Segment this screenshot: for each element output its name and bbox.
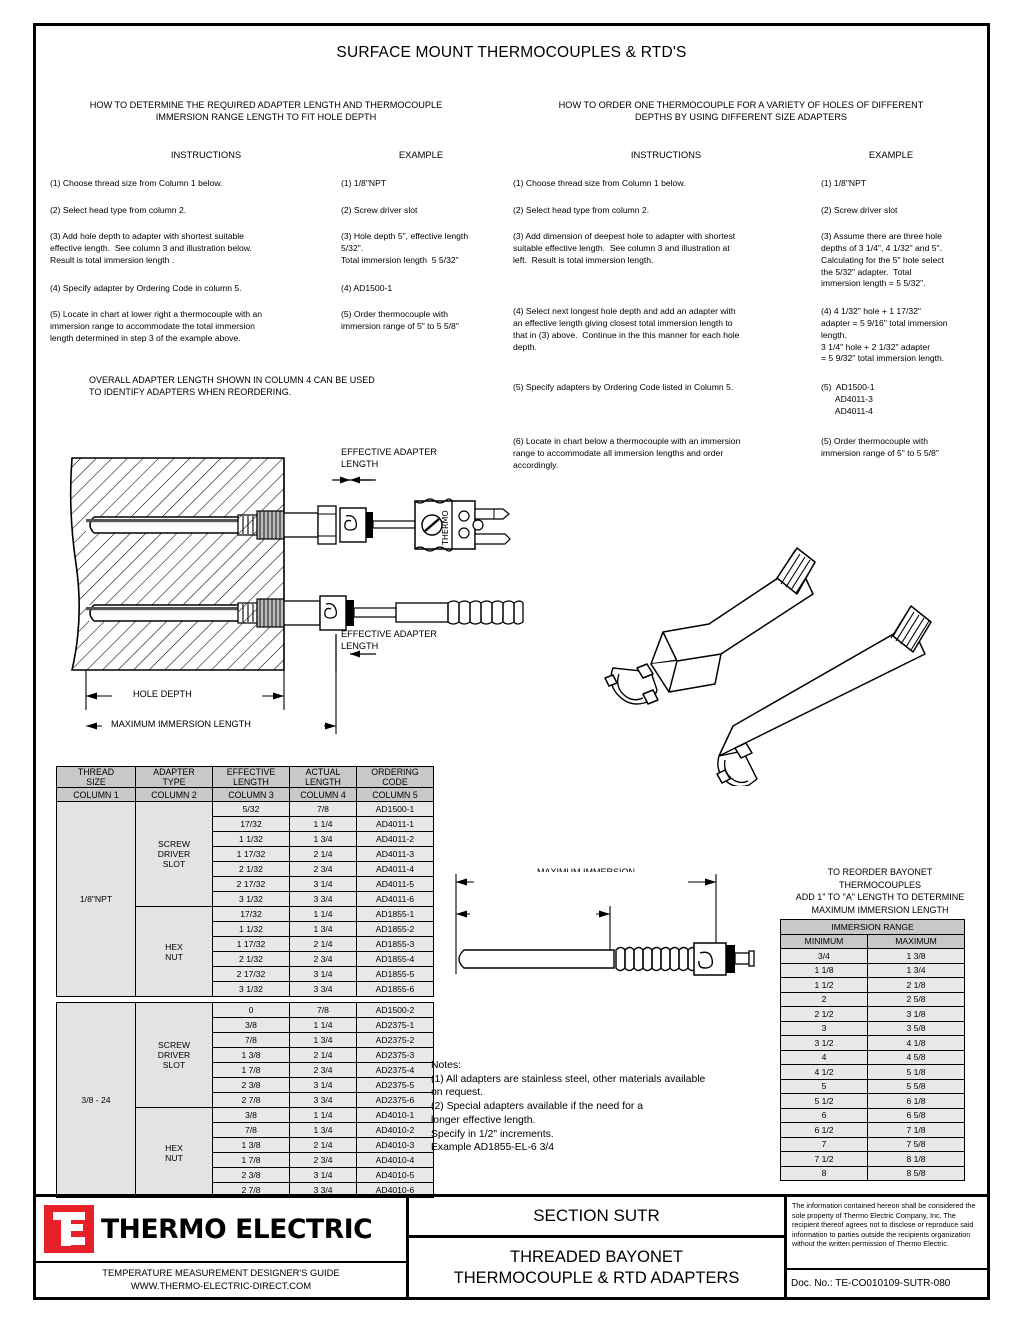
legal-notice: The information contained hereon shall be considered the sole property of Thermo Electric Company, Inc. The recipient thereof agrees not to disclose or reproduce said information to parties outside the recipients organization without the written permission of Thermo Electric.	[787, 1197, 987, 1270]
cell-ordering-code: AD4011-6	[357, 892, 434, 907]
cell-immersion-maximum: 4 5/8	[868, 1050, 965, 1065]
right-section-heading: HOW TO ORDER ONE THERMOCOUPLE FOR A VARIETY OF HOLES OF DIFFERENT DEPTHS BY USING DIFFERENT SIZE ADAPTERS	[558, 100, 924, 123]
cell-adapter-type: HEX NUT	[136, 1108, 213, 1198]
cell-adapter-type: HEX NUT	[136, 907, 213, 997]
cell-actual-length: 3 3/4	[290, 1093, 357, 1108]
thermo-electric-logo-icon	[44, 1205, 94, 1253]
cell-ordering-code: AD2375-2	[357, 1033, 434, 1048]
title-block-logo-cell	[36, 1197, 409, 1297]
left-example-2: (2) Screw driver slot	[341, 205, 418, 215]
cell-immersion-maximum: 6 5/8	[868, 1108, 965, 1123]
subject-line-2: THERMOCOUPLE & RTD ADAPTERS	[453, 1268, 740, 1287]
th-adapter-type: ADAPTER TYPE	[136, 767, 213, 788]
left-example-4: (4) AD1500-1	[341, 283, 393, 293]
cell-immersion-minimum: 6 1/2	[781, 1123, 868, 1138]
cell-ordering-code: AD4011-1	[357, 817, 434, 832]
left-example-1: (1) 1/8"NPT	[341, 178, 387, 188]
cell-effective-length: 2 3/8	[213, 1168, 290, 1183]
right-instructions-header: INSTRUCTIONS	[630, 149, 702, 160]
cell-immersion-minimum: 1 1/8	[781, 963, 868, 978]
cell-ordering-code: AD4011-2	[357, 832, 434, 847]
cell-effective-length: 2 1/32	[213, 862, 290, 877]
cell-immersion-maximum: 5 5/8	[868, 1079, 965, 1094]
cell-effective-length: 5/32	[213, 802, 290, 817]
note-line-5: Specify in 1/2" increments.	[431, 1128, 554, 1140]
cell-effective-length: 2 7/8	[213, 1093, 290, 1108]
immersion-header-row	[781, 934, 965, 949]
immersion-row	[781, 1036, 965, 1051]
cell-effective-length: 3/8	[213, 1108, 290, 1123]
immersion-row	[781, 1094, 965, 1109]
section-label: SECTION SUTR	[409, 1197, 784, 1238]
note-line-4: longer effective length.	[431, 1114, 536, 1126]
right-example-2: (2) Screw driver slot	[821, 205, 898, 215]
cell-actual-length: 2 1/4	[290, 1138, 357, 1153]
cell-immersion-minimum: 8	[781, 1166, 868, 1181]
cell-actual-length: 3 1/4	[290, 1078, 357, 1093]
right-instruction-6: (6) Locate in chart below a thermocouple with an immersion range to accommodate all immersion lengths and order accordingly.	[513, 436, 741, 470]
label-hole-depth: HOLE DEPTH	[133, 689, 192, 699]
cell-effective-length: 2 1/32	[213, 952, 290, 967]
cell-effective-length: 1 7/8	[213, 1153, 290, 1168]
cell-ordering-code: AD1855-3	[357, 937, 434, 952]
connector-label: THERMO	[441, 510, 450, 545]
cell-immersion-minimum: 1 1/2	[781, 978, 868, 993]
immersion-row	[781, 992, 965, 1007]
left-instruction-2: (2) Select head type from column 2.	[50, 205, 187, 215]
cell-effective-length: 17/32	[213, 817, 290, 832]
left-example-3: (3) Hole depth 5", effective length 5/32". Total immersion length 5 5/32"	[341, 231, 469, 265]
immersion-row	[781, 978, 965, 993]
cell-ordering-code: AD4011-3	[357, 847, 434, 862]
cell-actual-length: 2 3/4	[290, 862, 357, 877]
th-effective-length: EFFECTIVE LENGTH	[213, 767, 290, 788]
cell-ordering-code: AD2375-1	[357, 1018, 434, 1033]
immersion-table-body	[781, 949, 965, 1181]
right-example-header: EXAMPLE	[868, 149, 914, 160]
cell-ordering-code: AD4010-6	[357, 1183, 434, 1198]
subject-line-1: THREADED BAYONET	[510, 1247, 683, 1266]
cell-immersion-minimum: 6	[781, 1108, 868, 1123]
immersion-row	[781, 1065, 965, 1080]
cell-immersion-minimum: 2 1/2	[781, 1007, 868, 1022]
cell-immersion-minimum: 2	[781, 992, 868, 1007]
page-title: SURFACE MOUNT THERMOCOUPLES & RTD'S	[336, 44, 687, 61]
cell-effective-length: 17/32	[213, 907, 290, 922]
cell-immersion-maximum: 1 3/4	[868, 963, 965, 978]
cell-ordering-code: AD1855-6	[357, 982, 434, 997]
cell-effective-length: 7/8	[213, 1123, 290, 1138]
th-column-2: COLUMN 2	[136, 788, 213, 802]
cell-immersion-maximum: 1 3/8	[868, 949, 965, 964]
cell-actual-length: 2 1/4	[290, 847, 357, 862]
title-block	[36, 1194, 987, 1297]
immersion-title-row	[781, 920, 965, 935]
cell-immersion-minimum: 7	[781, 1137, 868, 1152]
title-block-subject-cell	[409, 1197, 787, 1297]
right-instruction-5: (5) Specify adapters by Ordering Code listed in Column 5.	[513, 382, 734, 392]
wall-cross-section-illustration	[54, 438, 524, 738]
cell-effective-length: 1 3/8	[213, 1138, 290, 1153]
immersion-table-title: IMMERSION RANGE	[781, 920, 965, 935]
cell-effective-length: 2 17/32	[213, 877, 290, 892]
cell-ordering-code: AD4010-5	[357, 1168, 434, 1183]
immersion-range-table	[780, 919, 965, 1181]
cell-ordering-code: AD2375-5	[357, 1078, 434, 1093]
left-instruction-4: (4) Specify adapter by Ordering Code in column 5.	[50, 283, 242, 293]
drawing-subject	[409, 1238, 784, 1297]
right-example-6: (5) Order thermocouple with immersion range of 5" to 5 5/8"	[821, 436, 939, 458]
cell-immersion-minimum: 3 1/2	[781, 1036, 868, 1051]
th-column-1: COLUMN 1	[57, 788, 136, 802]
cell-immersion-minimum: 5	[781, 1079, 868, 1094]
immersion-row	[781, 1050, 965, 1065]
cell-ordering-code: AD1855-5	[357, 967, 434, 982]
cell-effective-length: 2 7/8	[213, 1183, 290, 1198]
cell-ordering-code: AD4011-4	[357, 862, 434, 877]
immersion-row	[781, 963, 965, 978]
right-example-1: (1) 1/8"NPT	[821, 178, 867, 188]
cell-ordering-code: AD4010-1	[357, 1108, 434, 1123]
cell-immersion-minimum: 3	[781, 1021, 868, 1036]
cell-actual-length: 3 3/4	[290, 892, 357, 907]
cell-immersion-maximum: 2 1/8	[868, 978, 965, 993]
left-instructions-header: INSTRUCTIONS	[170, 149, 242, 160]
cell-ordering-code: AD4011-5	[357, 877, 434, 892]
immersion-row	[781, 1152, 965, 1167]
left-example-header: EXAMPLE	[398, 149, 444, 160]
cell-ordering-code: AD1855-2	[357, 922, 434, 937]
cell-ordering-code: AD2375-3	[357, 1048, 434, 1063]
cell-actual-length: 3 1/4	[290, 967, 357, 982]
company-tagline	[36, 1263, 406, 1297]
illustration-note: OVERALL ADAPTER LENGTH SHOWN IN COLUMN 4 CAN BE USED TO IDENTIFY ADAPTERS WHEN REORDERING.	[89, 375, 375, 398]
immersion-row	[781, 1137, 965, 1152]
company-name: THERMO ELECTRIC	[101, 1213, 373, 1245]
left-section-heading: HOW TO DETERMINE THE REQUIRED ADAPTER LENGTH AND THERMOCOUPLE IMMERSION RANGE LENGTH TO FIT HOLE DEPTH	[89, 100, 443, 123]
cell-actual-length: 2 3/4	[290, 952, 357, 967]
cell-thread-size: 1/8"NPT	[57, 802, 136, 997]
cell-immersion-maximum: 8 5/8	[868, 1166, 965, 1181]
cell-immersion-maximum: 7 5/8	[868, 1137, 965, 1152]
right-example-4: (4) 4 1/32" hole + 1 17/32" adapter = 5 9/16" total immersion length. 3 1/4" hole + 2 1/32" adapter = 5 9/32" total immersion length.	[821, 306, 948, 364]
cell-thread-size: 3/8 - 24	[57, 1003, 136, 1198]
table-header-row-2	[57, 788, 434, 802]
drawing-sheet	[33, 23, 990, 1300]
th-minimum: MINIMUM	[781, 934, 868, 949]
cell-immersion-maximum: 8 1/8	[868, 1152, 965, 1167]
note-line-1: (1) All adapters are stainless steel, other materials available	[431, 1073, 706, 1085]
th-thread-size: THREAD SIZE	[57, 767, 136, 788]
cell-actual-length: 1 1/4	[290, 907, 357, 922]
cell-actual-length: 3 1/4	[290, 1168, 357, 1183]
right-instruction-3: (3) Add dimension of deepest hole to adapter with shortest suitable effective length. See column 3 and illustration at left. Result is total immersion length.	[513, 231, 736, 265]
cell-immersion-maximum: 3 5/8	[868, 1021, 965, 1036]
th-ordering-code: ORDERING CODE	[357, 767, 434, 788]
cell-immersion-maximum: 6 1/8	[868, 1094, 965, 1109]
cell-actual-length: 7/8	[290, 802, 357, 817]
immersion-row	[781, 1166, 965, 1181]
table-header-row-1	[57, 767, 434, 788]
company-logo	[36, 1197, 406, 1263]
cell-actual-length: 1 1/4	[290, 817, 357, 832]
notes-title: Notes:	[431, 1060, 462, 1071]
right-instruction-2: (2) Select head type from column 2.	[513, 205, 650, 215]
reorder-bayonet-note: TO REORDER BAYONET THERMOCOUPLES ADD 1" TO "A" LENGTH TO DETERMINE MAXIMUM IMMERSION LENGTH	[795, 867, 965, 915]
cell-immersion-maximum: 2 5/8	[868, 992, 965, 1007]
bayonet-probe-illustration	[426, 866, 756, 986]
cell-immersion-minimum: 4	[781, 1050, 868, 1065]
th-column-3: COLUMN 3	[213, 788, 290, 802]
cell-actual-length: 3 1/4	[290, 877, 357, 892]
cell-immersion-minimum: 3/4	[781, 949, 868, 964]
table-row	[57, 802, 434, 817]
notes-block	[431, 1059, 705, 1155]
cell-effective-length: 0	[213, 1003, 290, 1018]
cell-actual-length: 2 3/4	[290, 1063, 357, 1078]
immersion-row	[781, 1007, 965, 1022]
cell-ordering-code: AD4010-4	[357, 1153, 434, 1168]
cell-actual-length: 1 3/4	[290, 832, 357, 847]
cell-actual-length: 2 1/4	[290, 937, 357, 952]
cell-effective-length: 1 17/32	[213, 937, 290, 952]
cell-immersion-minimum: 7 1/2	[781, 1152, 868, 1167]
cell-immersion-minimum: 4 1/2	[781, 1065, 868, 1080]
right-example-5: (5) AD1500-1 AD4011-3 AD4011-4	[821, 382, 875, 416]
left-instruction-5: (5) Locate in chart at lower right a thermocouple with an immersion range to accommodate the total immersion length determined in step 3 of the example above.	[50, 309, 263, 343]
cell-ordering-code: AD4010-2	[357, 1123, 434, 1138]
cell-effective-length: 1 17/32	[213, 847, 290, 862]
cell-actual-length: 2 1/4	[290, 1048, 357, 1063]
immersion-row	[781, 949, 965, 964]
label-effective-adapter-length-lower: EFFECTIVE ADAPTER LENGTH	[341, 629, 437, 652]
immersion-table-head	[781, 920, 965, 949]
cell-adapter-type: SCREW DRIVER SLOT	[136, 1003, 213, 1108]
cell-effective-length: 1 3/8	[213, 1048, 290, 1063]
cell-ordering-code: AD4010-3	[357, 1138, 434, 1153]
cell-actual-length: 7/8	[290, 1003, 357, 1018]
right-example-3: (3) Assume there are three hole depths of 3 1/4", 4 1/32" and 5". Calculating for the 5" hole select the 5/32" adapter. Total immersion length = 5 5/32".	[821, 231, 944, 289]
document-number: Doc. No.: TE-CO010109-SUTR-080	[791, 1278, 951, 1289]
th-maximum: MAXIMUM	[868, 934, 965, 949]
immersion-row	[781, 1021, 965, 1036]
cell-immersion-maximum: 4 1/8	[868, 1036, 965, 1051]
cell-ordering-code: AD1500-2	[357, 1003, 434, 1018]
label-effective-adapter-length-upper: EFFECTIVE ADAPTER LENGTH	[341, 447, 437, 470]
cell-effective-length: 1 1/32	[213, 922, 290, 937]
cell-ordering-code: AD1500-1	[357, 802, 434, 817]
left-instruction-1: (1) Choose thread size from Column 1 below.	[50, 178, 223, 188]
label-maximum-immersion-length: MAXIMUM IMMERSION LENGTH	[111, 719, 251, 729]
note-line-3: (2) Special adapters available if the need for a	[431, 1101, 643, 1113]
right-instruction-4: (4) Select next longest hole depth and add an adapter with an effective length giving closest total immersion length to that in (3) above. Continue in the this manner for each hole depth.	[513, 306, 740, 352]
cell-actual-length: 3 3/4	[290, 982, 357, 997]
cell-actual-length: 1 1/4	[290, 1108, 357, 1123]
cell-ordering-code: AD1855-4	[357, 952, 434, 967]
cell-actual-length: 1 3/4	[290, 1033, 357, 1048]
cell-effective-length: 7/8	[213, 1033, 290, 1048]
cell-actual-length: 2 3/4	[290, 1153, 357, 1168]
tagline-line-2: WWW.THERMO-ELECTRIC-DIRECT.COM	[130, 1280, 312, 1291]
cell-effective-length: 2 17/32	[213, 967, 290, 982]
cell-immersion-maximum: 3 1/8	[868, 1007, 965, 1022]
adapter-table	[56, 766, 434, 1198]
immersion-row	[781, 1079, 965, 1094]
cell-effective-length: 3/8	[213, 1018, 290, 1033]
cell-immersion-minimum: 5 1/2	[781, 1094, 868, 1109]
cell-ordering-code: AD1855-1	[357, 907, 434, 922]
cell-immersion-maximum: 5 1/8	[868, 1065, 965, 1080]
tagline-line-1: TEMPERATURE MEASUREMENT DESIGNER'S GUIDE	[102, 1267, 340, 1279]
cell-actual-length: 1 3/4	[290, 922, 357, 937]
th-column-5: COLUMN 5	[357, 788, 434, 802]
title-block-legal-cell	[787, 1197, 987, 1297]
cell-adapter-type: SCREW DRIVER SLOT	[136, 802, 213, 907]
note-line-2: on request.	[431, 1087, 483, 1099]
th-actual-length: ACTUAL LENGTH	[290, 767, 357, 788]
cell-ordering-code: AD2375-6	[357, 1093, 434, 1108]
cell-actual-length: 1 3/4	[290, 1123, 357, 1138]
left-instruction-3: (3) Add hole depth to adapter with shortest suitable effective length. See column 3 and illustration below. Result is total immersion length .	[50, 231, 252, 265]
cell-effective-length: 1 1/32	[213, 832, 290, 847]
immersion-row	[781, 1123, 965, 1138]
table-row	[57, 1003, 434, 1018]
note-line-6: Example AD1855-EL-6 3/4	[431, 1142, 555, 1154]
cell-effective-length: 3 1/32	[213, 982, 290, 997]
cell-actual-length: 1 1/4	[290, 1018, 357, 1033]
adapter-table-head	[57, 767, 434, 802]
immersion-row	[781, 1108, 965, 1123]
cell-effective-length: 3 1/32	[213, 892, 290, 907]
th-column-4: COLUMN 4	[290, 788, 357, 802]
adapter-table-body	[57, 802, 434, 1198]
left-example-5: (5) Order thermocouple with immersion range of 5" to 5 5/8"	[341, 309, 459, 331]
cell-immersion-maximum: 7 1/8	[868, 1123, 965, 1138]
cell-actual-length: 3 3/4	[290, 1183, 357, 1198]
isometric-adapters-illustration	[591, 516, 981, 786]
cell-ordering-code: AD2375-4	[357, 1063, 434, 1078]
right-instruction-1: (1) Choose thread size from Column 1 below.	[513, 178, 686, 188]
cell-effective-length: 2 3/8	[213, 1078, 290, 1093]
cell-effective-length: 1 7/8	[213, 1063, 290, 1078]
